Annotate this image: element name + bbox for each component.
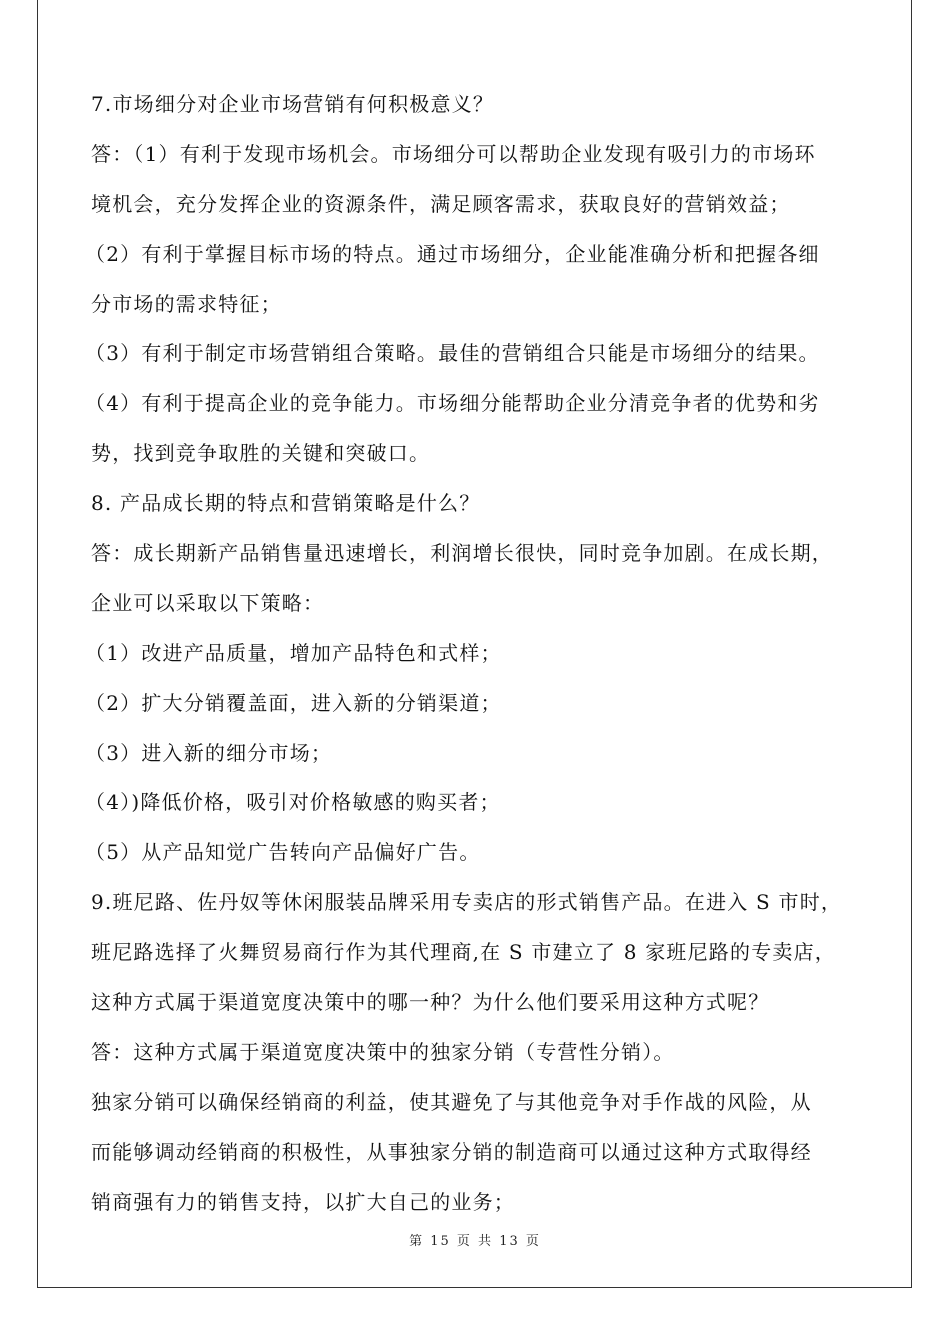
answer-8-line: 答：成长期新产品销售量迅速增长，利润增长很快，同时竞争加剧。在成长期， [91, 541, 833, 566]
answer-8-line: （2）扩大分销覆盖面，进入新的分销渠道； [85, 690, 502, 715]
answer-7-line: 分市场的需求特征； [91, 291, 282, 316]
answer-8-line: 企业可以采取以下策略： [91, 590, 325, 615]
answer-7-line: （4）有利于提高企业的竞争能力。市场细分能帮助企业分清竞争者的优势和劣 [85, 391, 820, 416]
answer-8-line: （5）从产品知觉广告转向产品偏好广告。 [85, 840, 481, 865]
question-8-title: 8. 产品成长期的特点和营销策略是什么？ [91, 491, 481, 516]
answer-9-line: 独家分销可以确保经销商的利益，使其避免了与其他竞争对手作战的风险，从 [91, 1089, 812, 1114]
answer-7-line: （2）有利于掌握目标市场的特点。通过市场细分，企业能准确分析和把握各细 [85, 241, 820, 266]
answer-9-line: 销商强有力的销售支持，以扩大自己的业务； [91, 1189, 515, 1214]
question-9-title: 9.班尼路、佐丹奴等休闲服装品牌采用专卖店的形式销售产品。在进入 S 市时， [91, 890, 843, 915]
answer-7-line: （3）有利于制定市场营销组合策略。最佳的营销组合只能是市场细分的结果。 [85, 341, 820, 366]
footer-total-pages: 13 [499, 1234, 520, 1249]
question-9-title: 班尼路选择了火舞贸易商行作为其代理商,在 S 市建立了 8 家班尼路的专卖店， [91, 940, 837, 965]
page-footer [0, 1230, 950, 1249]
answer-8-line: （3）进入新的细分市场； [85, 740, 333, 765]
footer-prefix: 第 [409, 1234, 425, 1249]
footer-middle: 页 共 [456, 1234, 494, 1249]
answer-8-line: （4）)降低价格，吸引对价格敏感的购买者； [85, 790, 501, 815]
answer-7-line: 境机会，充分发挥企业的资源条件，满足顾客需求，获取良好的营销效益； [91, 191, 791, 216]
footer-page-number: 15 [430, 1234, 451, 1249]
question-9-title: 这种方式属于渠道宽度决策中的哪一种？为什么他们要采用这种方式呢？ [91, 990, 770, 1015]
answer-9-line: 而能够调动经销商的积极性，从事独家分销的制造商可以通过这种方式取得经 [91, 1139, 812, 1164]
footer-suffix: 页 [525, 1234, 541, 1249]
answer-7-line: 答：（1）有利于发现市场机会。市场细分可以帮助企业发现有吸引力的市场环 [91, 141, 816, 166]
document-body [85, 80, 871, 1227]
answer-8-line: （1）改进产品质量，增加产品特色和式样； [85, 640, 502, 665]
answer-9-line: 答：这种方式属于渠道宽度决策中的独家分销（专营性分销）。 [91, 1039, 675, 1064]
question-7-title: 7.市场细分对企业市场营销有何积极意义？ [91, 92, 495, 116]
answer-7-line: 势，找到竞争取胜的关键和突破口。 [91, 441, 431, 466]
